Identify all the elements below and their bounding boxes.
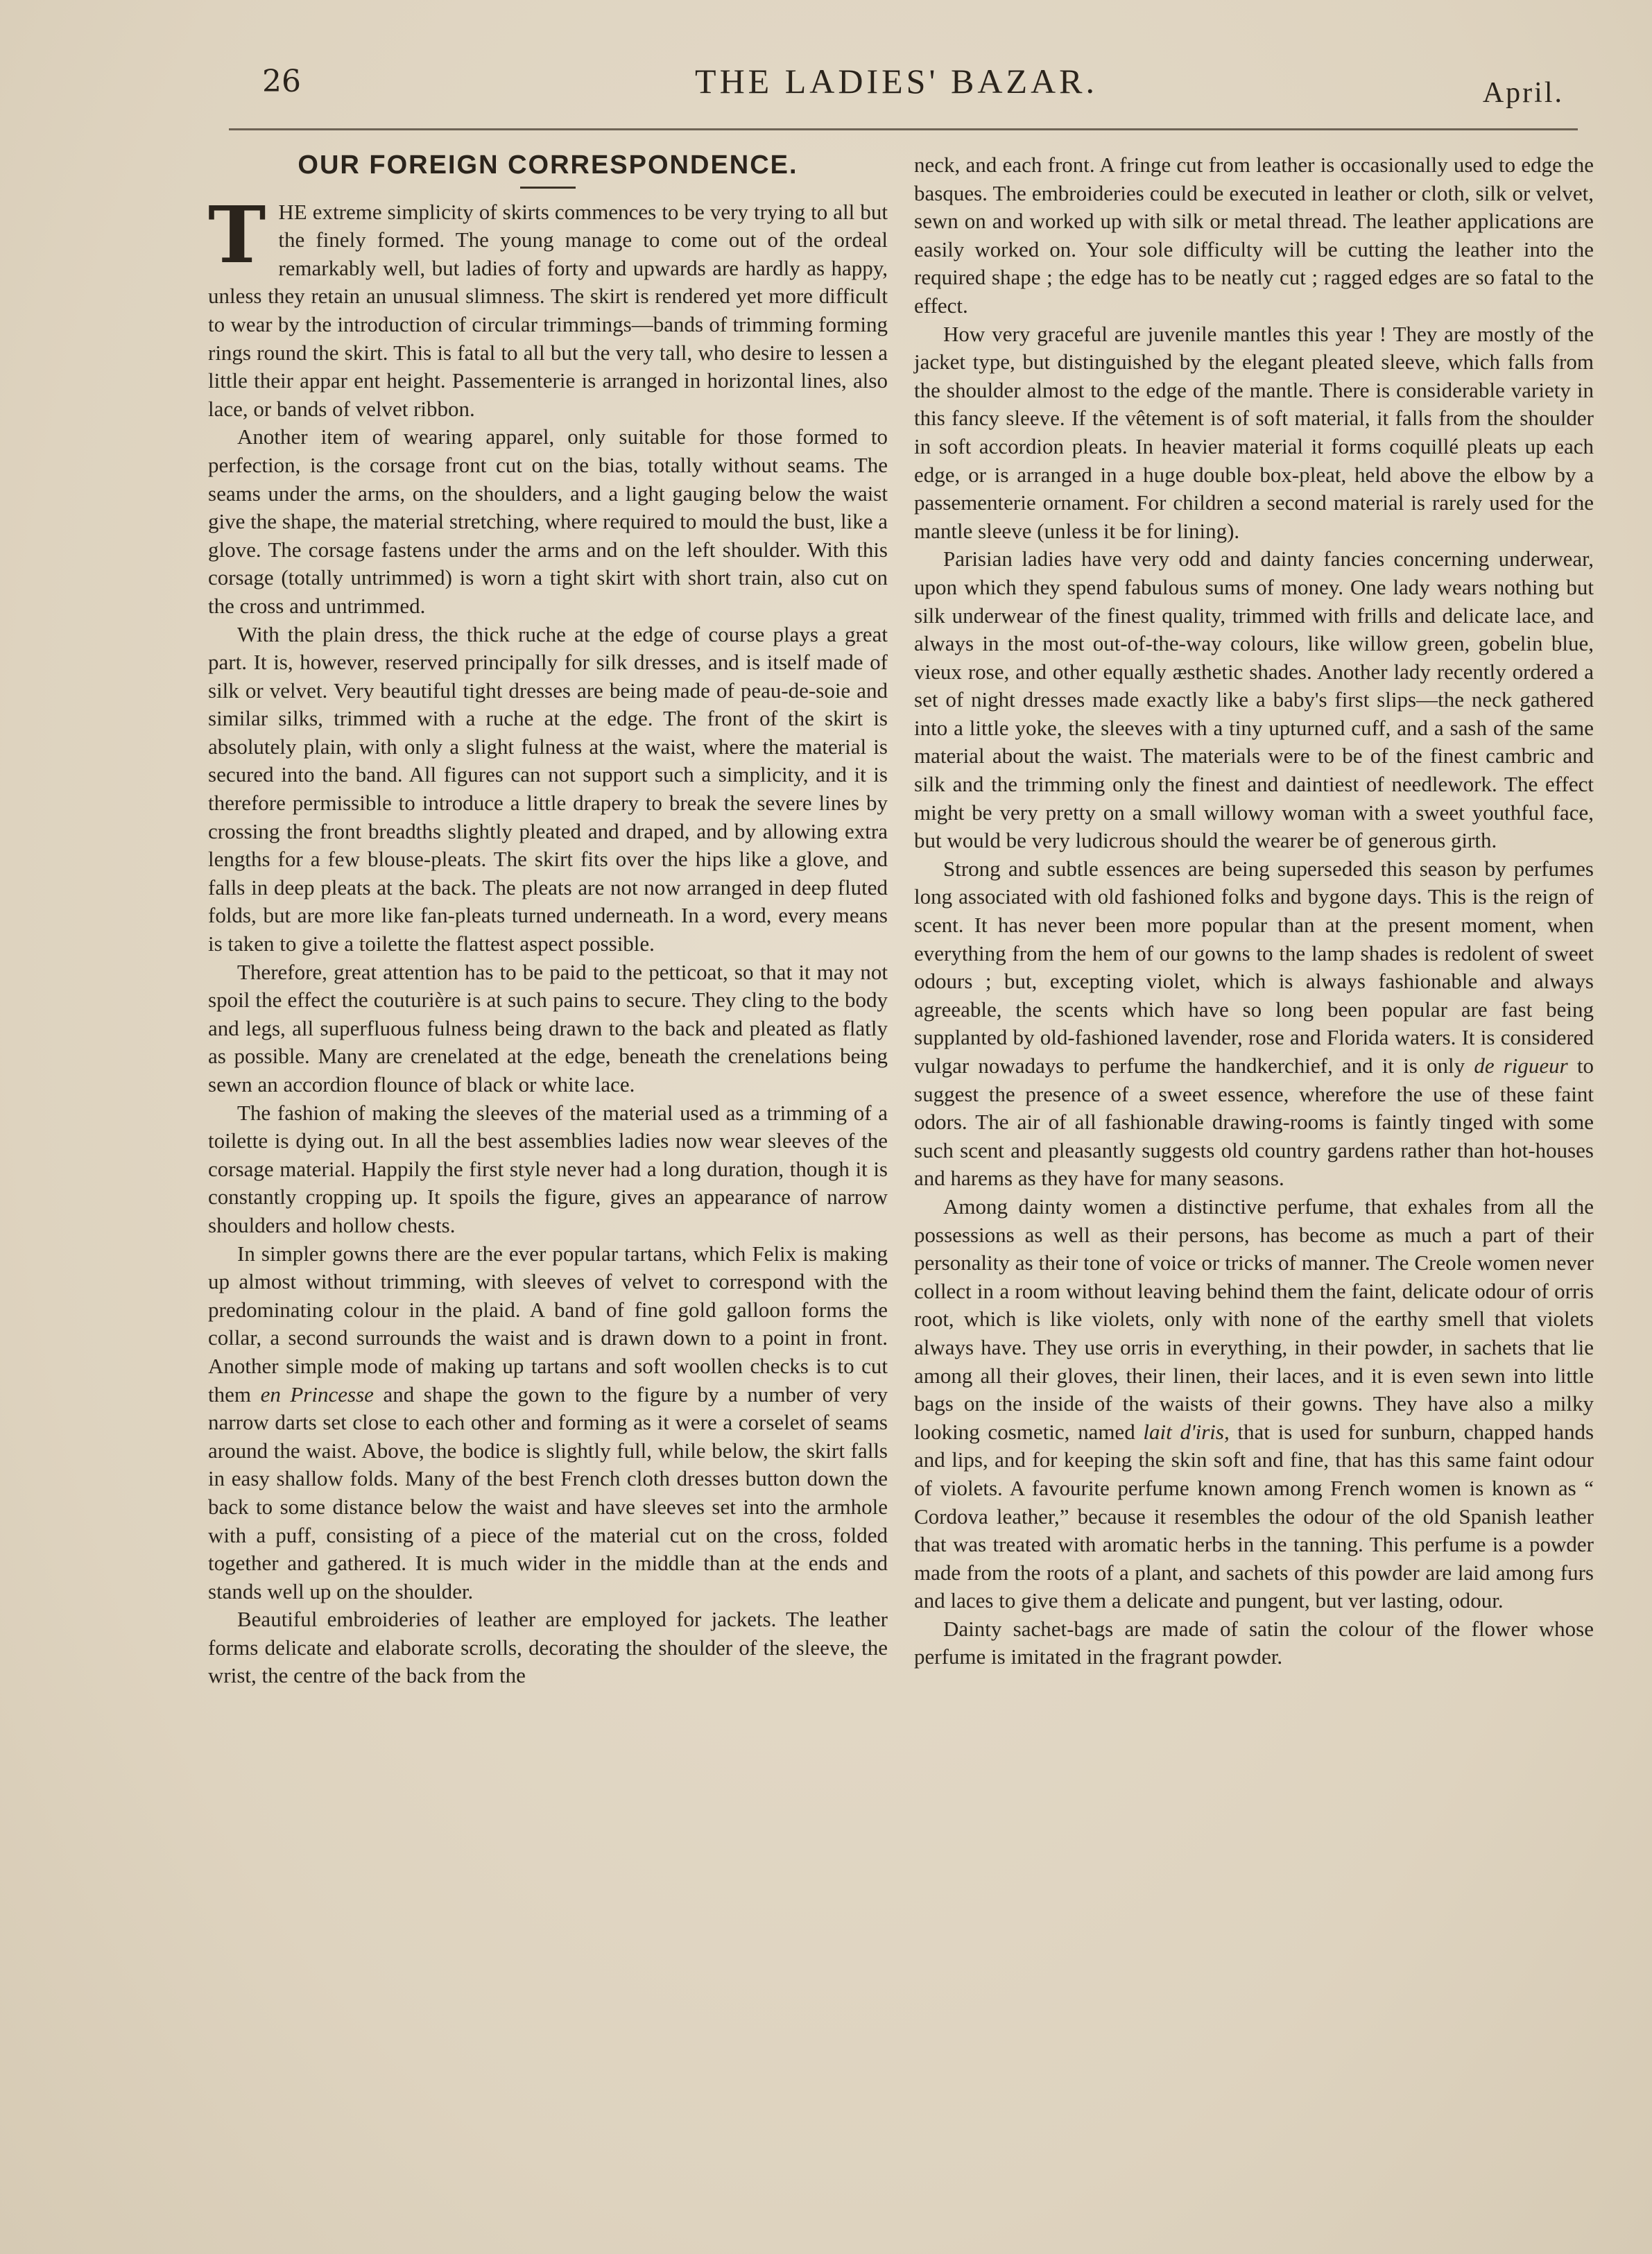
paragraph-text: that is used for sunburn, chapped hands and lips, and for keeping the skin soft and fine, that has this same faint odour of violets. A favourite perfume known among French women is known as “ Cordova leather,” because it resembles the odour of the old Spanish leather that was treated with aromatic herbs in the tanning. This perfume is a powder made from the roots of a plant, and sachets of this powder are laid among furs and laces to give them a delicate and pungent, but ver lasting, odour. <box>914 1419 1594 1613</box>
paragraph-text: In simpler gowns there are the ever popular tartans, which Felix is making up almost without trimming, with sleeves of velvet to correspond with the predominating colour in the plaid. A band of fine gold galloon forms the collar, a second surrounds the waist and is drawn down to a point in front. Another simple mode of making up tartans and soft woollen checks is to cut them <box>208 1241 888 1406</box>
italic-phrase: en Princesse <box>260 1382 374 1406</box>
masthead: THE LADIES' BAZAR. <box>695 62 1098 101</box>
month-label: April. <box>1482 77 1564 109</box>
left-column <box>208 151 888 1690</box>
title-rule <box>520 187 576 189</box>
italic-phrase: de rigueur <box>1474 1053 1568 1078</box>
paragraph: Therefore, great attention has to be paid to the petticoat, so that it may not spoil the effect the couturière is at such pains to secure. They cling to the body and legs, all superfluous fulness being drawn to the back and pleated as flatly as possible. Many are crenelated at the edge, beneath the crenelations being sewn an accordion flounce of black or white lace. <box>208 959 888 1096</box>
right-column <box>914 151 1594 1671</box>
paragraph: Parisian ladies have very odd and dainty fancies concerning underwear, upon which they spend fabulous sums of money. One lady wears nothing but silk underwear of the finest quality, trimmed with frills and delicate lace, and always in the most out-of-the-way colours, like willow green, gobelin blue, vieux rose, and other equally æsthetic shades. Another lady recently ordered a set of night dresses made exactly like a baby's first slips—the neck gathered into a little yoke, the sleeves with a tiny upturned cuff, and a sash of the same material about the waist. The materials were to be of the finest cambric and silk and the trimming only the finest and daintiest of needlework. The effect might be very pretty on a small willowy woman with a sweet youthful face, but would be very ludicrous should the wearer be of generous girth. <box>914 547 1594 853</box>
article-title: OUR FOREIGN CORRESPONDENCE. <box>298 150 798 180</box>
paragraph-text: HE extreme simplicity of skirts commences to be very trying to all but the finely formed. The young manage to come out of the ordeal remarkably well, but ladies of forty and upwards are hardly as happy, unless they retain an unusual slimness. The skirt is rendered yet more difficult to wear by the introduction of circular trimmings—bands of trimming forming rings round the skirt. This is fatal to all but the very tall, who desire to lessen a little their appar ent height. Passementerie is arranged in horizontal lines, also lace, or bands of velvet ribbon. <box>208 199 888 421</box>
header-rule <box>229 128 1578 130</box>
paragraph-text: and shape the gown to the figure by a number of very narrow darts set close to each other and forming as it were a corselet of seams around the waist. Above, the bodice is slightly full, while below, the skirt falls in easy shallow folds. Many of the best French cloth dresses button down the back to some distance below the waist and have sleeves set into the armhole with a puff, consisting of a piece of the material cut on the cross, folded together and gathered. It is much wider in the middle than at the ends and stands well up on the shoulder. <box>208 1382 888 1603</box>
page-number: 26 <box>262 64 301 99</box>
paragraph-text: to suggest the presence of a sweet essence, wherefore the use of these faint odors. The air of all fashionable drawing-rooms is faintly tinged with some such scent and pleasantly suggests old country gardens rather than hot-houses and harems as they have for many seasons. <box>914 1053 1594 1191</box>
italic-phrase: lait d'iris, <box>1143 1419 1230 1444</box>
paragraph: The fashion of making the sleeves of the material used as a trimming of a toilette is dying out. In all the best assemblies ladies now wear sleeves of the corsage material. Happily the first style never had a long duration, though it is constantly cropping up. It spoils the figure, gives an appearance of narrow shoulders and hollow chests. <box>208 1100 888 1237</box>
paragraph: How very graceful are juvenile mantles this year ! They are mostly of the jacket type, but distinguished by the elegant pleated sleeve, which falls from the shoulder almost to the edge of the mantle. There is considerable variety in this fancy sleeve. If the vêtement is of soft material, it falls from the shoulder in soft accordion pleats. In heavier material it forms coquillé pleats up each edge, or is arranged in a huge double box-pleat, held above the elbow by a passementerie ornament. For children a second material is rarely used for the mantle sleeve (unless it be for lining). <box>914 321 1594 543</box>
paragraph: With the plain dress, the thick ruche at the edge of course plays a great part. It is, however, reserved principally for silk dresses, and is itself made of silk or velvet. Very beautiful tight dresses are being made of peau-de-soie and similar silks, trimmed with a ruche at the edge. The front of the skirt is absolutely plain, with only a slight fulness at the waist, where the material is secured into the band. All figures can not support such a simplicity, and it is therefore permissible to introduce a little drapery to break the severe lines by crossing the front breadths slightly pleated and draped, and by allowing extra lengths for a few blouse-pleats. The skirt fits over the hips like a glove, and falls in deep pleats at the back. The pleats are not now arranged in deep fluted folds, but are more like fan-pleats turned underneath. In a word, every means is taken to give a toilette the flattest aspect possible. <box>208 621 888 956</box>
paragraph: Another item of wearing apparel, only suitable for those formed to perfection, is the corsage front cut on the bias, totally without seams. The seams under the arms, on the shoulders, and a light gauging below the waist give the shape, the material stretching, where required to mould the bust, like a glove. The corsage fastens under the arms and on the left shoulder. With this corsage (totally untrimmed) is worn a tight skirt with short train, also cut on the cross and untrimmed. <box>208 424 888 618</box>
paragraph-text: Among dainty women a distinctive perfume, that exhales from all the possessions as well as their persons, has become as much a part of their personality as their tone of voice or tricks of manner. The Creole women never collect in a room without leaving behind them the faint, delicate odour of orris root, which is like violets, only with none of the earthy smell that violets always have. They use orris in everything, in their powder, in sachets that lie among all their gloves, their linen, their laces, and it is even sewn into little bags on the inside of the waists of their gowns. They have also a milky looking cosmetic, named <box>914 1194 1594 1444</box>
paragraph: Dainty sachet-bags are made of satin the colour of the flower whose perfume is imitated in the fragrant powder. <box>914 1616 1594 1669</box>
paragraph: neck, and each front. A fringe cut from leather is occasionally used to edge the basques. The embroideries could be executed in leather or cloth, silk or velvet, sewn on and worked up with silk or metal thread. The leather applications are easily worked on. Your sole difficulty will be cutting the leather into the required shape ; the edge has to be neatly cut ; ragged edges are so fatal to the effect. <box>914 153 1594 318</box>
paragraph <box>208 1240 888 1606</box>
paragraph <box>914 855 1594 1193</box>
drop-cap: T <box>208 189 266 281</box>
running-header <box>229 61 1564 117</box>
paragraph-text: Strong and subtle essences are being superseded this season by perfumes long associated with old fashioned folks and bygone days. This is the reign of scent. It has never been more popular than at the present moment, when everything from the hem of our gowns to the lamp shades is redolent of sweet odours ; but, excepting violet, which is always fashionable and always agreeable, the scents which have so long been popular are fast being supplanted by old-fashioned lavender, rose and Florida waters. It is considered vulgar nowadays to perfume the handkerchief, and it is only <box>914 856 1594 1078</box>
paragraph: Beautiful embroideries of leather are employed for jackets. The leather forms delicate and elaborate scrolls, decorating the shoulder of the sleeve, the wrist, the centre of the back from the <box>208 1607 888 1688</box>
paragraph <box>914 1193 1594 1615</box>
paragraph <box>208 189 888 424</box>
